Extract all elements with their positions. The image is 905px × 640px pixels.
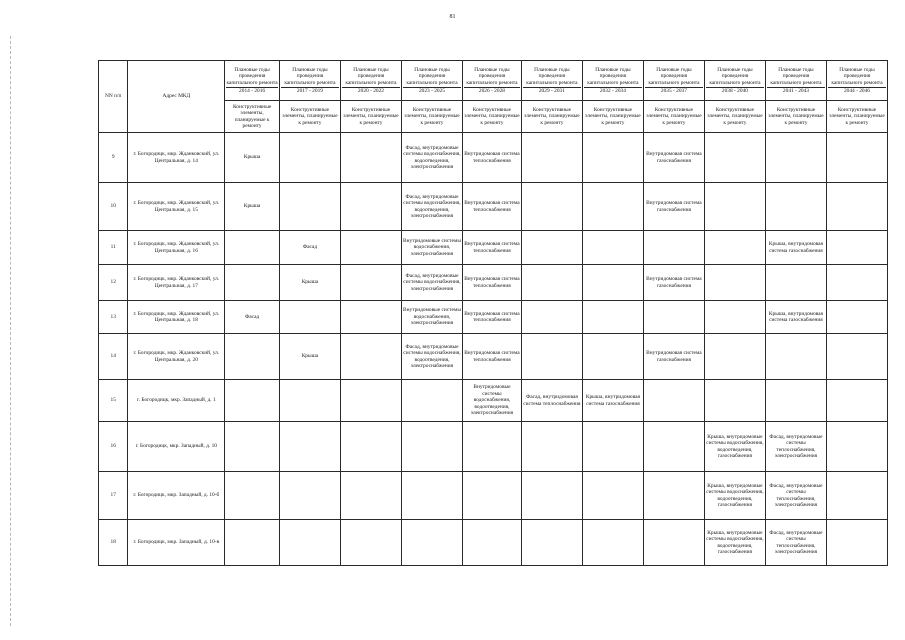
- table-cell: Крыша: [225, 183, 280, 231]
- period-years: 2044 - 2046: [828, 87, 886, 94]
- table-row: [99, 183, 888, 231]
- table-cell: Фасад, внутридомовые системы водоснабжения, водоотведения, электроснабжения: [401, 334, 462, 380]
- column-header-address: Адрес МКД: [128, 61, 225, 133]
- table-cell: [462, 422, 521, 472]
- column-header-period: [765, 61, 826, 101]
- table-cell: Внутридомовая система теплоснабжения: [462, 133, 521, 183]
- table-cell: [826, 334, 887, 380]
- table-cell: [765, 183, 826, 231]
- row-address: г. Богородицк, мкр. Жданковский, ул. Центральная, д. 15: [128, 183, 225, 231]
- row-address: г. Богородицк, мкр. Западный, д. 10-в: [128, 520, 225, 566]
- column-header-period: [704, 61, 765, 101]
- repair-plan-table: [98, 60, 888, 566]
- table-cell: [582, 520, 643, 566]
- table-cell: [340, 183, 401, 231]
- table-cell: Внутридомовая система теплоснабжения: [462, 334, 521, 380]
- table-cell: [582, 183, 643, 231]
- table-cell: Крыша, внутридомовые системы водоснабжения, водоотведения, газоснабжения: [704, 472, 765, 520]
- table-cell: Внутридомовая система теплоснабжения: [462, 231, 521, 265]
- column-header-period: [462, 61, 521, 101]
- period-years: 2014 - 2016: [226, 87, 278, 94]
- column-header-elements: Конструктивные элементы, планируемые к ремонту: [826, 101, 887, 133]
- column-header-elements: Конструктивные элементы, планируемые к ремонту: [462, 101, 521, 133]
- table-cell: [279, 520, 340, 566]
- table-cell: Крыша, внутридомовые системы водоснабжения, водоотведения, газоснабжения: [704, 422, 765, 472]
- table-cell: Внутридомовые системы водоснабжения, водоотведения, электроснабжения: [462, 380, 521, 422]
- table-cell: [521, 334, 582, 380]
- table-cell: [462, 472, 521, 520]
- table-cell: [704, 301, 765, 334]
- table-cell: [225, 265, 280, 301]
- table-cell: Крыша, внутридомовая система газоснабжения: [765, 231, 826, 265]
- period-years: 2032 - 2034: [584, 87, 642, 94]
- table-cell: [704, 133, 765, 183]
- period-years: 2017 - 2019: [281, 87, 339, 94]
- table-cell: [643, 380, 704, 422]
- table-cell: [521, 520, 582, 566]
- table-cell: Фасад, внутридомовые системы водоснабжения, водоотведения, электроснабжения: [401, 183, 462, 231]
- table-cell: [826, 231, 887, 265]
- table-row: [99, 265, 888, 301]
- period-title: Плановые годы проведения капитального ремонта: [831, 66, 883, 86]
- table-cell: Крыша: [279, 265, 340, 301]
- table-cell: Внутридомовые системы водоснабжения, электроснабжения: [401, 301, 462, 334]
- table-cell: Фасад, внутридомовая система теплоснабжения: [521, 380, 582, 422]
- column-header-elements: Конструктивные элементы, планируемые к ремонту: [521, 101, 582, 133]
- table-cell: Крыша, внутридомовая система газоснабжения: [582, 380, 643, 422]
- table-cell: [826, 265, 887, 301]
- row-address: г. Богородицк, мкр. Западный, д. 10-б: [128, 472, 225, 520]
- table-cell: Внутридомовая система теплоснабжения: [462, 265, 521, 301]
- column-header-elements: Конструктивные элементы, планируемые к ремонту: [340, 101, 401, 133]
- table-cell: [582, 472, 643, 520]
- period-title: Плановые годы проведения капитального ремонта: [345, 66, 397, 86]
- table-cell: [765, 265, 826, 301]
- table-row: [99, 520, 888, 566]
- table-cell: [401, 472, 462, 520]
- table-cell: [521, 422, 582, 472]
- period-title: Плановые годы проведения капитального ремонта: [709, 66, 761, 86]
- period-title: Плановые годы проведения капитального ремонта: [406, 66, 458, 86]
- table-cell: [279, 301, 340, 334]
- column-header-period: [521, 61, 582, 101]
- table-cell: [401, 380, 462, 422]
- row-number: 14: [99, 334, 128, 380]
- period-years: 2023 - 2025: [403, 87, 461, 94]
- period-years: 2041 - 2043: [767, 87, 825, 94]
- table-row: [99, 472, 888, 520]
- table-cell: Внутридомовая система газоснабжения: [643, 265, 704, 301]
- table-cell: [340, 380, 401, 422]
- table-cell: [401, 520, 462, 566]
- row-address: г. Богородицк, мкр. Жданковский, ул. Центральная, д. 18: [128, 301, 225, 334]
- column-header-period: [225, 61, 280, 101]
- table-cell: [582, 422, 643, 472]
- table-cell: [826, 133, 887, 183]
- table-cell: Фасад, внутридомовые системы водоснабжения, электроснабжения: [401, 265, 462, 301]
- table-cell: Внутридомовая система теплоснабжения: [462, 301, 521, 334]
- period-title: Плановые годы проведения капитального ремонта: [284, 66, 336, 86]
- row-number: 18: [99, 520, 128, 566]
- period-years: 2029 - 2031: [523, 87, 581, 94]
- period-title: Плановые годы проведения капитального ремонта: [770, 66, 822, 86]
- table-cell: [826, 183, 887, 231]
- table-cell: [704, 380, 765, 422]
- row-address: г. Богородицк, мкр. Жданковский, ул. Центральная, д. 14: [128, 133, 225, 183]
- column-header-elements: Конструктивные элементы, планируемые к ремонту: [704, 101, 765, 133]
- table-cell: Внутридомовые системы водоснабжения, электроснабжения: [401, 231, 462, 265]
- table-cell: [826, 520, 887, 566]
- column-header-nn: NN п/п: [99, 61, 128, 133]
- table-cell: Крыша, внутридомовые системы водоснабжения, водоотведения, газоснабжения: [704, 520, 765, 566]
- table-cell: [704, 334, 765, 380]
- table-cell: [340, 422, 401, 472]
- table-row: [99, 301, 888, 334]
- period-title: Плановые годы проведения капитального ремонта: [648, 66, 700, 86]
- table-cell: [279, 380, 340, 422]
- table-cell: [704, 183, 765, 231]
- column-header-elements: Конструктивные элементы, планируемые к ремонту: [279, 101, 340, 133]
- table-cell: Внутридомовая система газоснабжения: [643, 133, 704, 183]
- table-cell: Фасад, внутридомовые системы водоснабжения, водоотведения, электроснабжения: [401, 133, 462, 183]
- column-header-period: [582, 61, 643, 101]
- period-title: Плановые годы проведения капитального ремонта: [587, 66, 639, 86]
- column-header-period: [643, 61, 704, 101]
- table-cell: Крыша: [279, 334, 340, 380]
- table-cell: [225, 422, 280, 472]
- table-cell: [826, 472, 887, 520]
- table-cell: [340, 520, 401, 566]
- table-cell: Крыша, внутридомовая система газоснабжения: [765, 301, 826, 334]
- table-cell: [225, 472, 280, 520]
- period-years: 2035 - 2037: [645, 87, 703, 94]
- table-cell: [225, 334, 280, 380]
- table-cell: [765, 380, 826, 422]
- table-row: [99, 380, 888, 422]
- table-cell: [704, 265, 765, 301]
- period-years: 2026 - 2028: [464, 87, 520, 94]
- column-header-elements: Конструктивные элементы, планируемые к ремонту: [225, 101, 280, 133]
- row-address: г. Богородицк, мкр. Западный, д. 10: [128, 422, 225, 472]
- table-cell: [826, 301, 887, 334]
- table-cell: [643, 520, 704, 566]
- table-cell: [643, 231, 704, 265]
- table-cell: Фасад: [279, 231, 340, 265]
- table-cell: [521, 231, 582, 265]
- column-header-elements: Конструктивные элементы, планируемые к ремонту: [582, 101, 643, 133]
- table-cell: [279, 183, 340, 231]
- table-cell: Фасад, внутридомовые системы теплоснабжения, электроснабжения: [765, 520, 826, 566]
- table-cell: [340, 301, 401, 334]
- period-title: Плановые годы проведения капитального ремонта: [466, 66, 518, 86]
- table-cell: [340, 472, 401, 520]
- table-cell: [401, 422, 462, 472]
- period-years: 2038 - 2040: [706, 87, 764, 94]
- table-cell: [765, 133, 826, 183]
- column-header-period: [826, 61, 887, 101]
- table-cell: [279, 422, 340, 472]
- column-header-period: [401, 61, 462, 101]
- period-years: 2020 - 2022: [342, 87, 400, 94]
- row-address: г. Богородицк, мкр. Жданковский, ул. Центральная, д. 17: [128, 265, 225, 301]
- table-cell: [643, 301, 704, 334]
- row-number: 12: [99, 265, 128, 301]
- row-address: г. Богородицк, мкр. Западный, д. 1: [128, 380, 225, 422]
- row-number: 9: [99, 133, 128, 183]
- period-title: Плановые годы проведения капитального ремонта: [526, 66, 578, 86]
- table-cell: [826, 380, 887, 422]
- table-row: [99, 133, 888, 183]
- table-cell: [643, 472, 704, 520]
- row-number: 17: [99, 472, 128, 520]
- table-row: [99, 231, 888, 265]
- column-header-period: [340, 61, 401, 101]
- table-cell: [225, 231, 280, 265]
- table-cell: [340, 231, 401, 265]
- table-cell: Внутридомовая система теплоснабжения: [462, 183, 521, 231]
- table-cell: Фасад: [225, 301, 280, 334]
- table-cell: [582, 301, 643, 334]
- table-cell: [765, 334, 826, 380]
- table-cell: [340, 133, 401, 183]
- table-cell: Внутридомовая система газоснабжения: [643, 183, 704, 231]
- row-number: 15: [99, 380, 128, 422]
- row-address: г. Богородицк, мкр. Жданковский, ул. Центральная, д. 20: [128, 334, 225, 380]
- table-cell: [279, 472, 340, 520]
- column-header-period: [279, 61, 340, 101]
- row-number: 11: [99, 231, 128, 265]
- table-cell: [521, 265, 582, 301]
- table-cell: [225, 520, 280, 566]
- table-cell: [643, 422, 704, 472]
- table-cell: [462, 520, 521, 566]
- table-cell: [826, 422, 887, 472]
- row-number: 10: [99, 183, 128, 231]
- table-cell: [582, 334, 643, 380]
- table-row: [99, 334, 888, 380]
- table-cell: [521, 133, 582, 183]
- table-cell: Крыша: [225, 133, 280, 183]
- table-cell: [340, 334, 401, 380]
- binding-margin-marks: [10, 36, 13, 626]
- table-cell: [279, 133, 340, 183]
- table-cell: [582, 231, 643, 265]
- table-cell: [521, 301, 582, 334]
- table-cell: [521, 472, 582, 520]
- row-address: г. Богородицк, мкр. Жданковский, ул. Центральная, д. 16: [128, 231, 225, 265]
- table-cell: [582, 265, 643, 301]
- table-cell: Внутридомовая система газоснабжения: [643, 334, 704, 380]
- table-cell: [225, 380, 280, 422]
- page-number: 81: [449, 14, 456, 20]
- row-number: 13: [99, 301, 128, 334]
- table-cell: [521, 183, 582, 231]
- table-row: [99, 422, 888, 472]
- table-cell: [704, 231, 765, 265]
- table-cell: [340, 265, 401, 301]
- column-header-elements: Конструктивные элементы, планируемые к ремонту: [643, 101, 704, 133]
- period-title: Плановые годы проведения капитального ремонта: [226, 66, 278, 86]
- column-header-elements: Конструктивные элементы, планируемые к ремонту: [401, 101, 462, 133]
- table-cell: [582, 133, 643, 183]
- row-number: 16: [99, 422, 128, 472]
- table-cell: Фасад, внутридомовые системы теплоснабжения, электроснабжения: [765, 422, 826, 472]
- table-cell: Фасад, внутридомовые системы теплоснабжения, электроснабжения: [765, 472, 826, 520]
- column-header-elements: Конструктивные элементы, планируемые к ремонту: [765, 101, 826, 133]
